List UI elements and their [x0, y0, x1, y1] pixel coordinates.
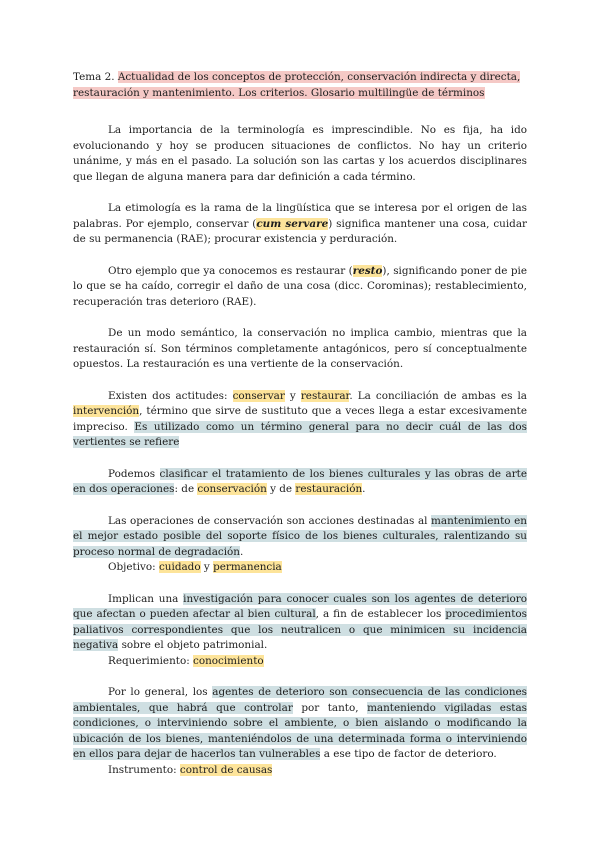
highlight-classify: clasificar el tratamiento de los bienes culturales y las obras de arte en dos operaciones: [73, 467, 527, 495]
highlight-conocimiento: conocimiento: [193, 654, 264, 667]
paragraph-investigation: [73, 592, 527, 654]
document-title: [73, 70, 527, 101]
text-run: sobre el objeto patrimonial.: [118, 639, 268, 651]
text-run: Existen dos actitudes:: [108, 389, 233, 402]
highlight-general-term: Es utilizado como un término general para no decir cuál de las dos vertientes se refiere: [73, 420, 527, 448]
text-run: .: [239, 545, 244, 558]
requirement-label: Requerimiento:: [108, 654, 194, 667]
text-run: .: [362, 483, 366, 495]
text-run: ) significa mantener una cosa, cuidar de su permanencia (RAE); procurar existencia y perduración.: [73, 217, 527, 245]
text-run: ), significando poner de pie lo que se ha caído, corregir el daño de una cosa (dicc. Corominas); restablecimiento, recuperación tras deterioro (RAE).: [73, 264, 528, 308]
term-resto: resto: [352, 264, 383, 277]
objective-label: Objetivo:: [108, 561, 159, 573]
text-run: y: [200, 561, 214, 573]
paragraph-etymology: [73, 201, 527, 248]
highlight-restaurar: restaurar: [300, 389, 350, 402]
highlight-procedures: procedimientos paliativos correspondientes que los neutralicen o que minimicen su incidencia negativa: [73, 608, 527, 651]
paragraph-terminology: La importancia de la terminología es imprescindible. No es fija, ha ido evolucionando y hoy se producen situaciones de conflictos. No hay un criterio unánime, y más en el pasado. La solución son las cartas y los acuerdos disciplinares que llegan de alguna manera para dar definición a cada término.: [73, 124, 527, 183]
instrument-label: Instrumento:: [108, 763, 180, 776]
highlight-control-causas: control de causas: [179, 763, 273, 776]
document-page: [73, 70, 527, 794]
text-run: Por lo general, los: [108, 686, 213, 698]
text-run: Las operaciones de conservación son acciones destinadas al: [108, 514, 432, 527]
text-run: : de: [174, 483, 198, 495]
highlight-permanencia: permanencia: [213, 561, 282, 573]
highlight-conservacion: conservación: [197, 483, 267, 495]
requirement-line: [108, 654, 527, 670]
instrument-line: [108, 763, 527, 779]
text-run: y de: [266, 483, 296, 495]
text-run: Implican una: [108, 592, 184, 605]
paragraph-classify: [73, 467, 527, 498]
text-run: , término que sirve de sustituto que a veces llega a estar excesivamente impreciso.: [73, 405, 527, 433]
paragraph-agents: [73, 685, 527, 763]
text-run: y: [284, 389, 301, 402]
paragraph-operations: [73, 514, 527, 561]
text-run: Otro ejemplo que ya conocemos es restaurar (: [108, 264, 353, 277]
highlight-conservar: conservar: [232, 389, 285, 402]
text-run: , a fin de establecer los: [315, 608, 446, 620]
title-prefix: Tema 2.: [73, 71, 118, 83]
text-run: La etimología es la rama de la lingüística que se interesa por el origen de las palabras. Por ejemplo, conservar (: [73, 202, 527, 230]
highlight-agents: agentes de deterioro son consecuencia de las condiciones ambientales, que habrá que controlar: [73, 686, 527, 714]
objective-line: [108, 560, 527, 576]
paragraph-semantic: De un modo semántico, la conservación no implica cambio, mientras que la restauración sí. Son términos completamente antagónicos, pero sí conceptualmente opuestos. La restauración es una vertiente de la conservación.: [73, 327, 527, 370]
title-highlight: Actualidad de los conceptos de protección, conservación indirecta y directa, restauración y mantenimiento. Los criterios. Glosario multilingüe de términos: [73, 71, 521, 99]
highlight-investigation: investigación para conocer cuales son los agentes de deterioro que afectan o pueden afectar al bien cultural: [73, 592, 527, 620]
highlight-intervencion: intervención: [73, 405, 140, 417]
text-run: a ese tipo de factor de deterioro.: [320, 748, 497, 760]
term-cum-servare: cum servare: [256, 217, 329, 230]
paragraph-attitudes: [73, 389, 527, 451]
paragraph-restaurar: [73, 264, 527, 311]
text-run: por tanto,: [292, 701, 368, 714]
text-run: . La conciliación de ambas es la: [349, 389, 528, 402]
highlight-monitoring: manteniendo vigiladas estas condiciones, o interviniendo sobre el ambiente, o bien aislando o modificando la ubicación de los bienes, manteniéndolos de una determinada forma o interviniendo en ellos para dejar de hacerlos tan vulnerables: [73, 701, 527, 760]
highlight-maintenance: mantenimiento en el mejor estado posible del soporte físico de los bienes culturales, ralentizando su proceso normal de degradación: [73, 514, 527, 558]
highlight-restauracion: restauración: [295, 483, 363, 495]
text-run: Podemos: [108, 467, 160, 480]
highlight-cuidado: cuidado: [158, 561, 201, 573]
